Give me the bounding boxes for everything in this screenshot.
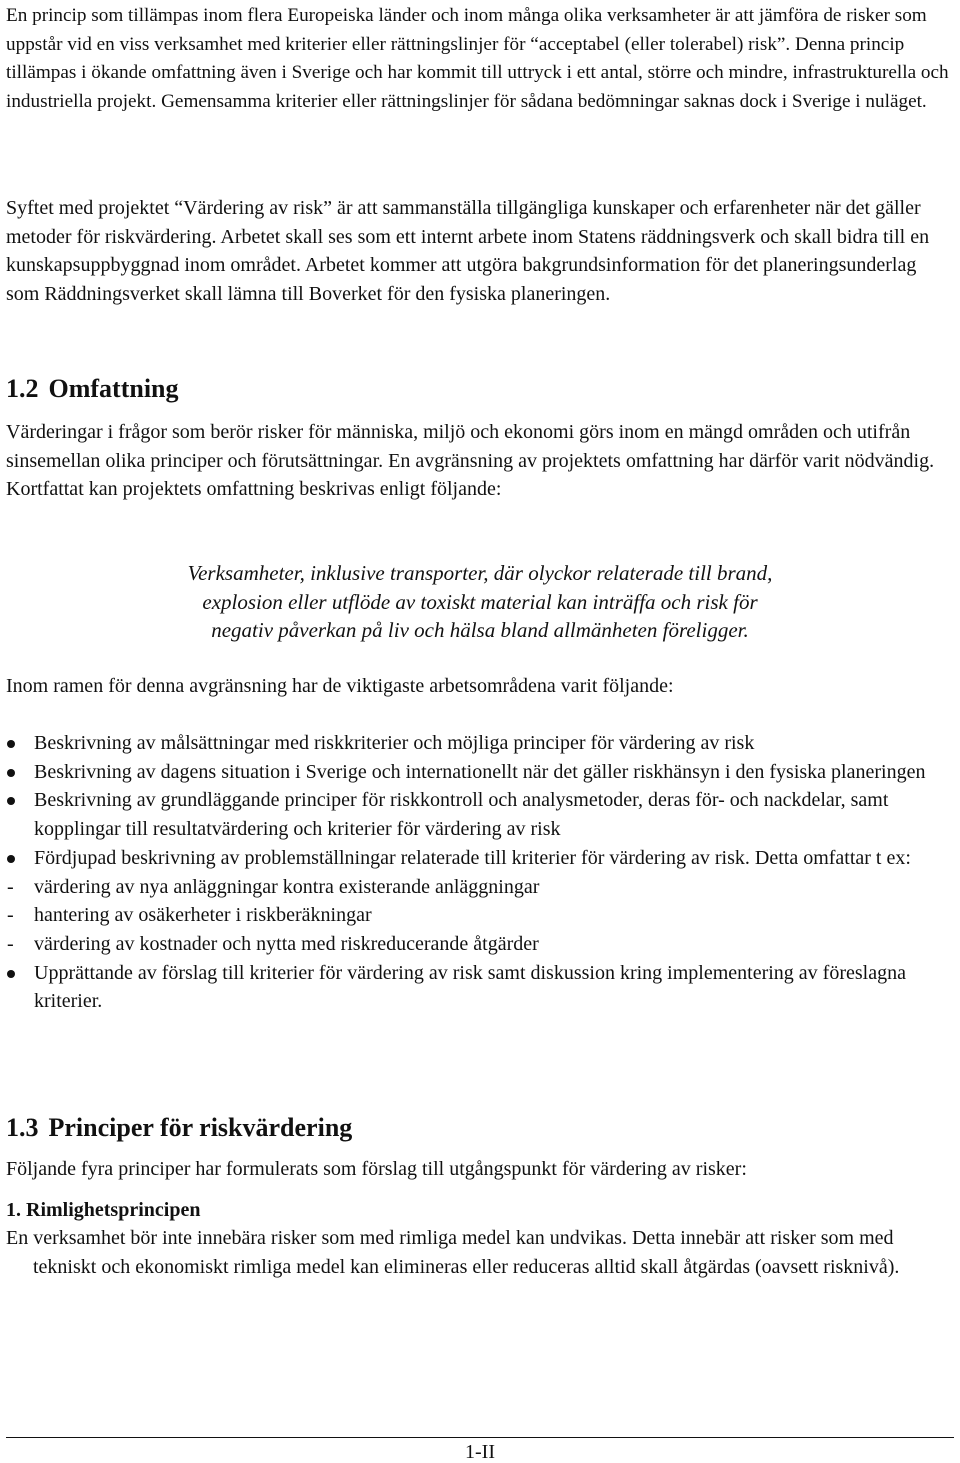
section-title: Omfattning [48,374,179,403]
bullet-icon [7,797,15,805]
quote-line-3: negativ påverkan på liv och hälsa bland allmänheten föreligger. [211,618,749,642]
section-title: Principer för riskvärdering [48,1113,353,1142]
dash-icon: - [7,904,14,927]
list-item-dash: - värdering av kostnader och nytta med riskreducerande åtgärder [6,930,954,959]
section-heading-1-2 [6,373,179,405]
section-number: 1.3 [6,1113,39,1142]
list-item: Upprättande av förslag till kriterier för värdering av risk samt diskussion kring implementering av föreslagna kriterier. [6,959,954,1016]
list-item-dash: - värdering av nya anläggningar kontra existerande anläggningar [6,873,954,902]
section-1-2-lead: Inom ramen för denna avgränsning har de viktigaste arbetsområdena varit följande: [6,675,674,697]
list-item: Fördjupad beskrivning av problemställningar relaterade till kriterier för värdering av risk. Detta omfattar t ex: [6,844,954,873]
section-number: 1.2 [6,374,39,403]
bullet-icon [7,970,15,978]
dash-icon: - [7,932,14,955]
bullet-icon [7,855,15,863]
principle-number: 1. [6,1199,21,1221]
intro-paragraph-2: Syftet med projektet “Värdering av risk” är att sammanställa tillgängliga kunskaper och erfarenheter när det gäller metoder för riskvärdering. Arbetet skall ses som ett internt arbete inom Statens räddningsverk och skall bidra till en kunskapsuppbyggnad inom området. Arbetet kommer att utgöra bakgrundsinformation för det planeringsunderlag som Räddningsverket skall lämna till Boverket för den fysiska planeringen. [6,197,930,306]
section-1-3-intro: Följande fyra principer har formulerats som förslag till utgångspunkt för värdering av risker: [6,1158,747,1180]
footer-divider [6,1437,954,1438]
principle-1-heading [6,1196,200,1225]
bullet-icon [7,769,15,777]
work-areas-list [6,729,954,1016]
list-item: Beskrivning av grundläggande principer för riskkontroll och analysmetoder, deras för- och nackdelar, samt kopplingar till resultatvärdering och kriterier för värdering av risk [6,786,954,843]
list-item: Beskrivning av målsättningar med riskkriterier och möjliga principer för värdering av risk [6,729,954,758]
quote-line-1: Verksamheter, inklusive transporter, där olyckor relaterade till brand, [187,561,773,585]
quote-line-2: explosion eller utflöde av toxiskt material kan inträffa och risk för [202,590,758,614]
section-1-2-intro: Värderingar i frågor som berör risker för människa, miljö och ekonomi görs inom en mängd områden och utifrån sinsemellan olika principer och förutsättningar. En avgränsning av projektets omfattning har därför varit nödvändig. Kortfattat kan projektets omfattning beskrivas enligt följande: [6,421,935,501]
section-heading-1-3 [6,1112,352,1144]
intro-paragraph-1: En princip som tillämpas inom flera Europeiska länder och inom många olika verksamheter är att jämföra de risker som uppstår vid en viss verksamhet med kriterier eller rättningslinjer för “acceptabel (eller tolerabel) risk”. Denna princip tillämpas i ökande omfattning även i Sverige och har kommit till uttryck i ett antal, större och mindre, infrastrukturella och industriella projekt. Gemensamma kriterier eller rättningslinjer för sådana bedömningar saknas dock i Sverige i nuläget. [6,5,949,113]
list-item-dash: - hantering av osäkerheter i riskberäkningar [6,901,954,930]
dash-icon: - [7,875,14,898]
list-item: Beskrivning av dagens situation i Sverige och internationellt när det gäller riskhänsyn i den fysiska planeringen [6,758,954,787]
page-number: 1-II [465,1441,495,1463]
principle-1-text: En verksamhet bör inte innebära risker som med rimliga medel kan undvikas. Detta innebär att risker som med tekniskt och ekonomiskt rimliga medel kan elimineras eller reduceras alltid skall åtgärdas (oavsett risknivå). [6,1227,900,1278]
principle-title: Rimlighetsprincipen [26,1199,201,1221]
bullet-icon [7,740,15,748]
